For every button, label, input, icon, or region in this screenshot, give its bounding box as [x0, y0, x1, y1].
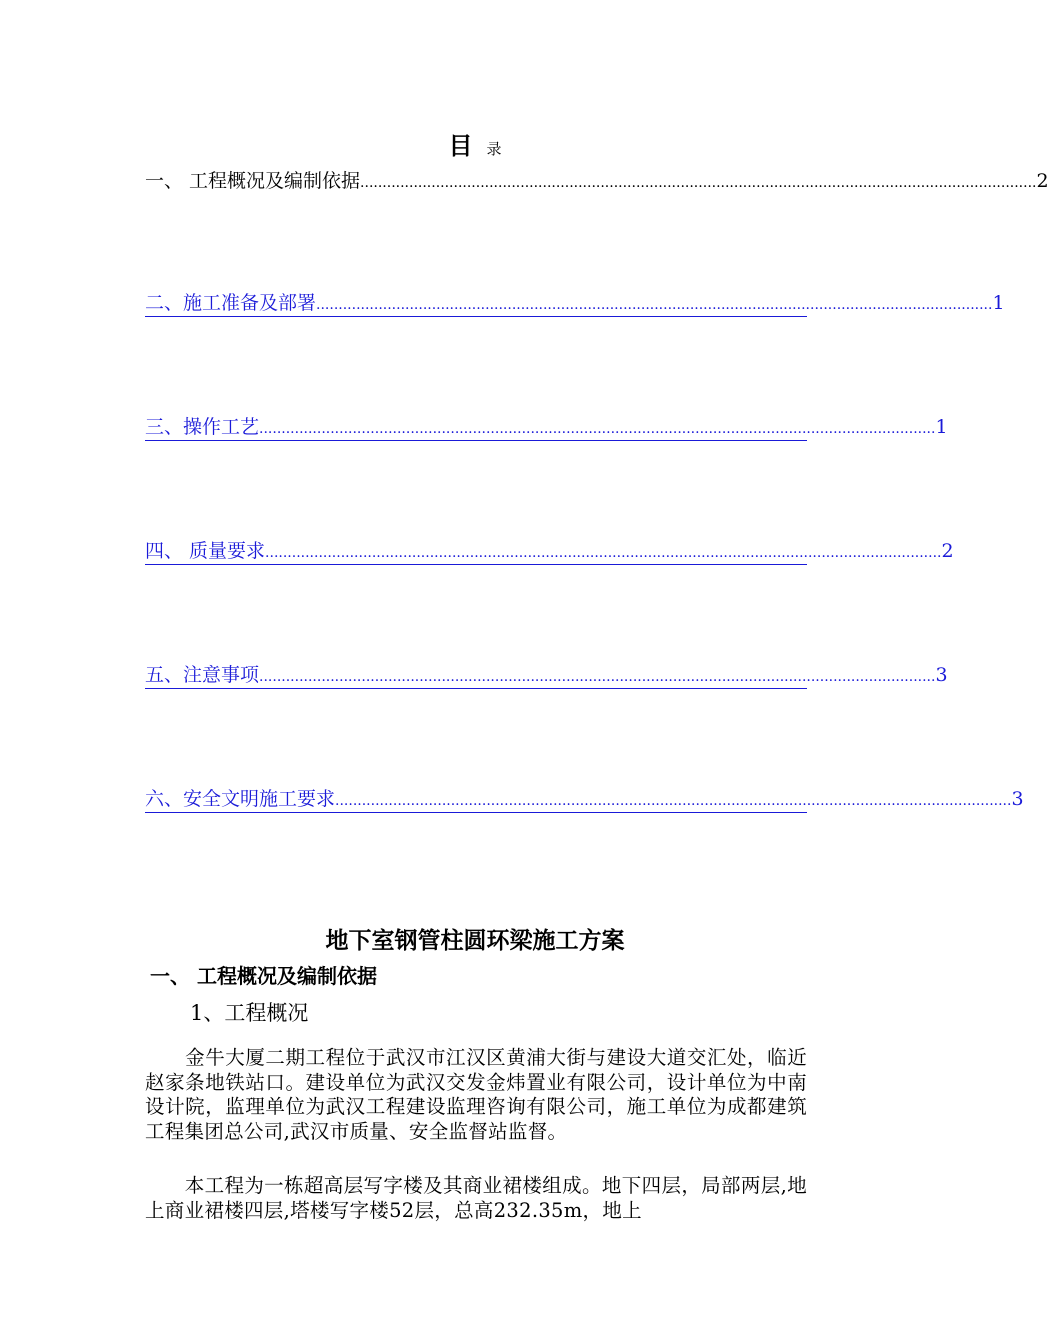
toc-leader-dots: ........................................................................................................................................................ — [265, 545, 942, 561]
toc-leader-dots: ........................................................................................................................................................ — [360, 175, 1037, 191]
toc-entry-5[interactable] — [145, 662, 948, 689]
toc-title-small: 录 — [486, 140, 502, 158]
toc-entry-label: 二、施工准备及部署 — [145, 292, 317, 314]
toc-leader-dots: ........................................................................................................................................................ — [259, 669, 936, 685]
toc-entry-4[interactable] — [145, 538, 954, 565]
section-heading: 一、 工程概况及编制依据 — [150, 964, 377, 988]
toc-leader-dots: ........................................................................................................................................................ — [335, 793, 1012, 809]
toc-entry-2[interactable] — [145, 290, 1005, 317]
toc-entry-page: 3 — [1011, 788, 1024, 810]
toc-entry-page: 2 — [941, 540, 954, 562]
toc-entry-label: 四、 质量要求 — [145, 540, 266, 562]
toc-entry-page: 1 — [992, 292, 1005, 314]
toc-entry-6[interactable] — [145, 786, 1024, 813]
toc-entry-label: 六、安全文明施工要求 — [145, 788, 336, 810]
document-title: 地下室钢管柱圆环梁施工方案 — [325, 927, 625, 954]
toc-entry-3[interactable] — [145, 414, 948, 441]
toc-title — [0, 126, 950, 161]
toc-entry-label: 五、注意事项 — [145, 664, 260, 686]
toc-entry-1[interactable] — [145, 168, 1049, 194]
toc-leader-dots: ........................................................................................................................................................ — [316, 297, 993, 313]
toc-entry-page: 1 — [935, 416, 948, 438]
toc-entry-label: 三、操作工艺 — [145, 416, 260, 438]
toc-entry-page: 3 — [935, 664, 948, 686]
subsection-heading: 1、工程概况 — [190, 1001, 309, 1025]
body-paragraph-2: 本工程为一栋超高层写字楼及其商业裙楼组成。地下四层，局部两层,地上商业裙楼四层,塔楼写字楼52层，总高232.35m，地上 — [145, 1174, 807, 1222]
body-paragraph-1: 金牛大厦二期工程位于武汉市江汉区黄浦大街与建设大道交汇处，临近赵家条地铁站口。建设单位为武汉交发金炜置业有限公司，设计单位为中南设计院，监理单位为武汉工程建设监理咨询有限公司，施工单位为成都建筑工程集团总公司,武汉市质量、安全监督站监督。 — [145, 1046, 807, 1143]
toc-entry-label: 一、 工程概况及编制依据 — [145, 170, 361, 192]
toc-leader-dots: ........................................................................................................................................................ — [259, 421, 936, 437]
toc-entry-page: 2 — [1036, 170, 1049, 192]
toc-title-main: 目 — [448, 132, 473, 160]
